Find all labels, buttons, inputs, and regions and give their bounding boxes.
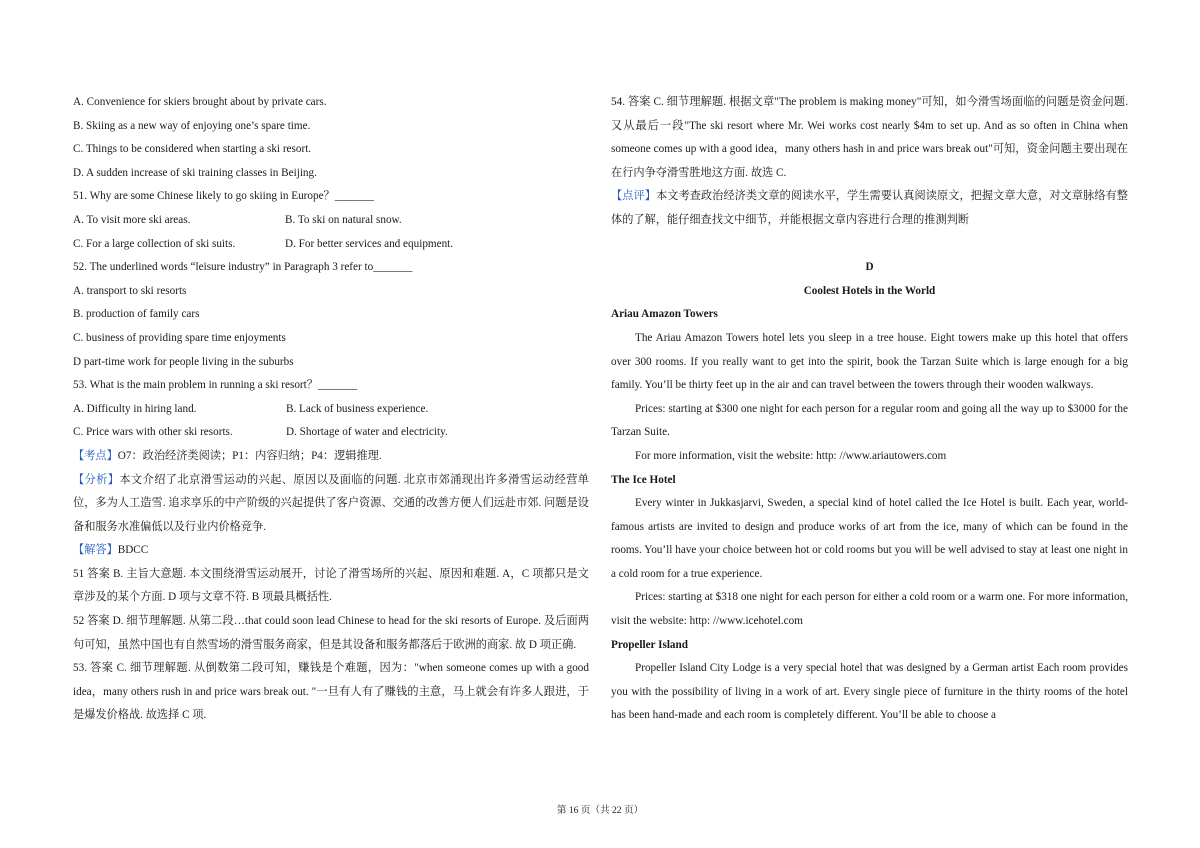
answer-54: 54. 答案 C. 细节理解题. 根据文章"The problem is making money"可知，如今滑雪场面临的问题是资金问题. 又从最后一段"The ski resort where Mr. Wei works cost nearly $4m to set up. And as so often in China when someone comes up with a good idea，many others hash in and price wars break out"可知，资金问题主要出现在在行内争夺滑雪胜地这方面. 故选 C. bbox=[611, 96, 1128, 179]
q51-option-d: D. For better services and equipment. bbox=[285, 237, 454, 250]
left-column bbox=[73, 91, 589, 728]
q51-options-row-2 bbox=[73, 233, 589, 257]
q52-option-d: D part-time work for people living in the suburbs bbox=[73, 355, 294, 368]
q53-options-row-1 bbox=[73, 398, 589, 422]
q52-option-b: B. production of family cars bbox=[73, 308, 200, 321]
page-number: 第 16 页（共 22 页） bbox=[556, 805, 644, 816]
q51-options-row-1 bbox=[73, 209, 589, 233]
hotel-1-description: The Ariau Amazon Towers hotel lets you sleep in a tree house. Eight towers make up this hotel that offers over 300 rooms. If you really want to get into the spirit, book the Tarzan Suite which is large enough for a big family. You’ll be thirty feet up in the air and can travel between the towers through their wooden walkways. bbox=[611, 331, 1128, 392]
dianping-paragraph bbox=[611, 185, 1128, 232]
hotel-3-title: Propeller Island bbox=[611, 638, 688, 651]
jieda-line bbox=[73, 539, 589, 563]
kaodian-tag: 【考点】 bbox=[73, 449, 118, 462]
right-column bbox=[611, 91, 1128, 728]
hotel-1-website: For more information, visit the website: http: //www.ariautowers.com bbox=[635, 449, 947, 462]
q51-option-b: B. To ski on natural snow. bbox=[285, 213, 402, 226]
q52-stem: 52. The underlined words “leisure industry” in Paragraph 3 refer to_______ bbox=[73, 261, 413, 274]
q52-option-c: C. business of providing spare time enjoyments bbox=[73, 331, 286, 344]
section-title: Coolest Hotels in the World bbox=[803, 284, 936, 297]
q51-stem: 51. Why are some Chinese likely to go skiing in Europe？_______ bbox=[73, 190, 374, 203]
hotel-1-prices: Prices: starting at $300 one night for each person for a regular room and going all the way up to $3000 for the Tarzan Suite. bbox=[611, 402, 1128, 439]
answer-53: 53. 答案 C. 细节理解题. 从倒数第二段可知，赚钱是个难题，因为："when someone comes up with a good idea，many others rush in and price wars break out. "一旦有人有了赚钱的主意，马上就会有许多人跟进，于是爆发价格战. 故选择 C 项. bbox=[73, 662, 589, 722]
q51-option-c: C. For a large collection of ski suits. bbox=[73, 237, 236, 250]
answer-51: 51 答案 B. 主旨大意题. 本文围绕滑雪运动展开，讨论了滑雪场所的兴起、原因和难题. A，C 项都只是文章涉及的某个方面. D 项与文章不符. B 项最具概括性. bbox=[73, 567, 589, 604]
q53-option-b: B. Lack of business experience. bbox=[286, 402, 429, 415]
q51-option-a: A. To visit more ski areas. bbox=[73, 213, 191, 226]
q50-option-a: A. Convenience for skiers brought about by private cars. bbox=[73, 96, 327, 108]
jieda-text: BDCC bbox=[117, 544, 149, 557]
dianping-tag: 【点评】 bbox=[611, 190, 656, 203]
hotel-2-title: The Ice Hotel bbox=[611, 473, 676, 486]
kaodian-line bbox=[73, 445, 589, 469]
q53-option-c: C. Price wars with other ski resorts. bbox=[73, 426, 233, 439]
q53-option-a: A. Difficulty in hiring land. bbox=[73, 402, 197, 415]
hotel-1-title: Ariau Amazon Towers bbox=[611, 308, 718, 321]
q50-option-d: D. A sudden increase of ski training classes in Beijing. bbox=[73, 166, 317, 179]
kaodian-text: O7：政治经济类阅读；P1：内容归纳；P4：逻辑推理. bbox=[117, 449, 382, 462]
fenxi-text: 本文介绍了北京滑雪运动的兴起、原因以及面临的问题. 北京市郊涌现出许多滑雪运动经营单位，多为人工造雪. 追求享乐的中产阶级的兴起提供了客户资源、交通的改善方便人们远赴市郊. 问题是设备和服务水准偏低以及行业内价格竞争. bbox=[73, 473, 589, 533]
section-letter: D bbox=[865, 261, 874, 274]
q53-stem: 53. What is the main problem in running a ski resort？_______ bbox=[73, 379, 358, 392]
q50-option-b: B. Skiing as a new way of enjoying one’s spare time. bbox=[73, 119, 311, 132]
jieda-tag: 【解答】 bbox=[73, 544, 118, 557]
hotel-3-description: Propeller Island City Lodge is a very special hotel that was designed by a German artist Each room provides you with the possibility of living in a work of art. Every single piece of furniture in the thirty rooms of the hotel has been hand-made and each room is completely different. You’ll be able to choose a bbox=[611, 662, 1128, 722]
answer-52: 52 答案 D. 细节理解题. 从第二段…that could soon lead Chinese to head for the ski resorts of Europe. 及后面两句可知，虽然中国也有自然雪场的滑雪服务商家，但是其设备和服务都落后于欧洲的商家. 故 D 项正确. bbox=[73, 615, 589, 651]
fenxi-tag: 【分析】 bbox=[73, 473, 120, 486]
dianping-text: 本文考查政治经济类文章的阅读水平，学生需要认真阅读原文，把握文章大意，对文章脉络有整体的了解，能仔细查找文中细节，并能根据文章内容进行合理的推测判断 bbox=[611, 190, 1128, 226]
q53-option-d: D. Shortage of water and electricity. bbox=[286, 426, 448, 439]
q53-options-row-2 bbox=[73, 421, 589, 445]
hotel-2-description: Every winter in Jukkasjarvi, Sweden, a special kind of hotel called the Ice Hotel is built. Each year, world-famous artists are invited to design and produce works of art from the ice, many of which can be found in the rooms. You’ll have your choice between hot or cold rooms but you will be well advised to stay at least one night in a cold room for a true experience. bbox=[611, 497, 1128, 580]
fenxi-paragraph bbox=[73, 469, 589, 540]
hotel-2-prices: Prices: starting at $318 one night for each person for either a cold room or a warm one. For more information, visit the website: http: //www.icehotel.com bbox=[611, 591, 1128, 628]
q50-option-c: C. Things to be considered when starting a ski resort. bbox=[73, 143, 312, 156]
q52-option-a: A. transport to ski resorts bbox=[73, 284, 187, 297]
section-spacer bbox=[611, 233, 1128, 257]
